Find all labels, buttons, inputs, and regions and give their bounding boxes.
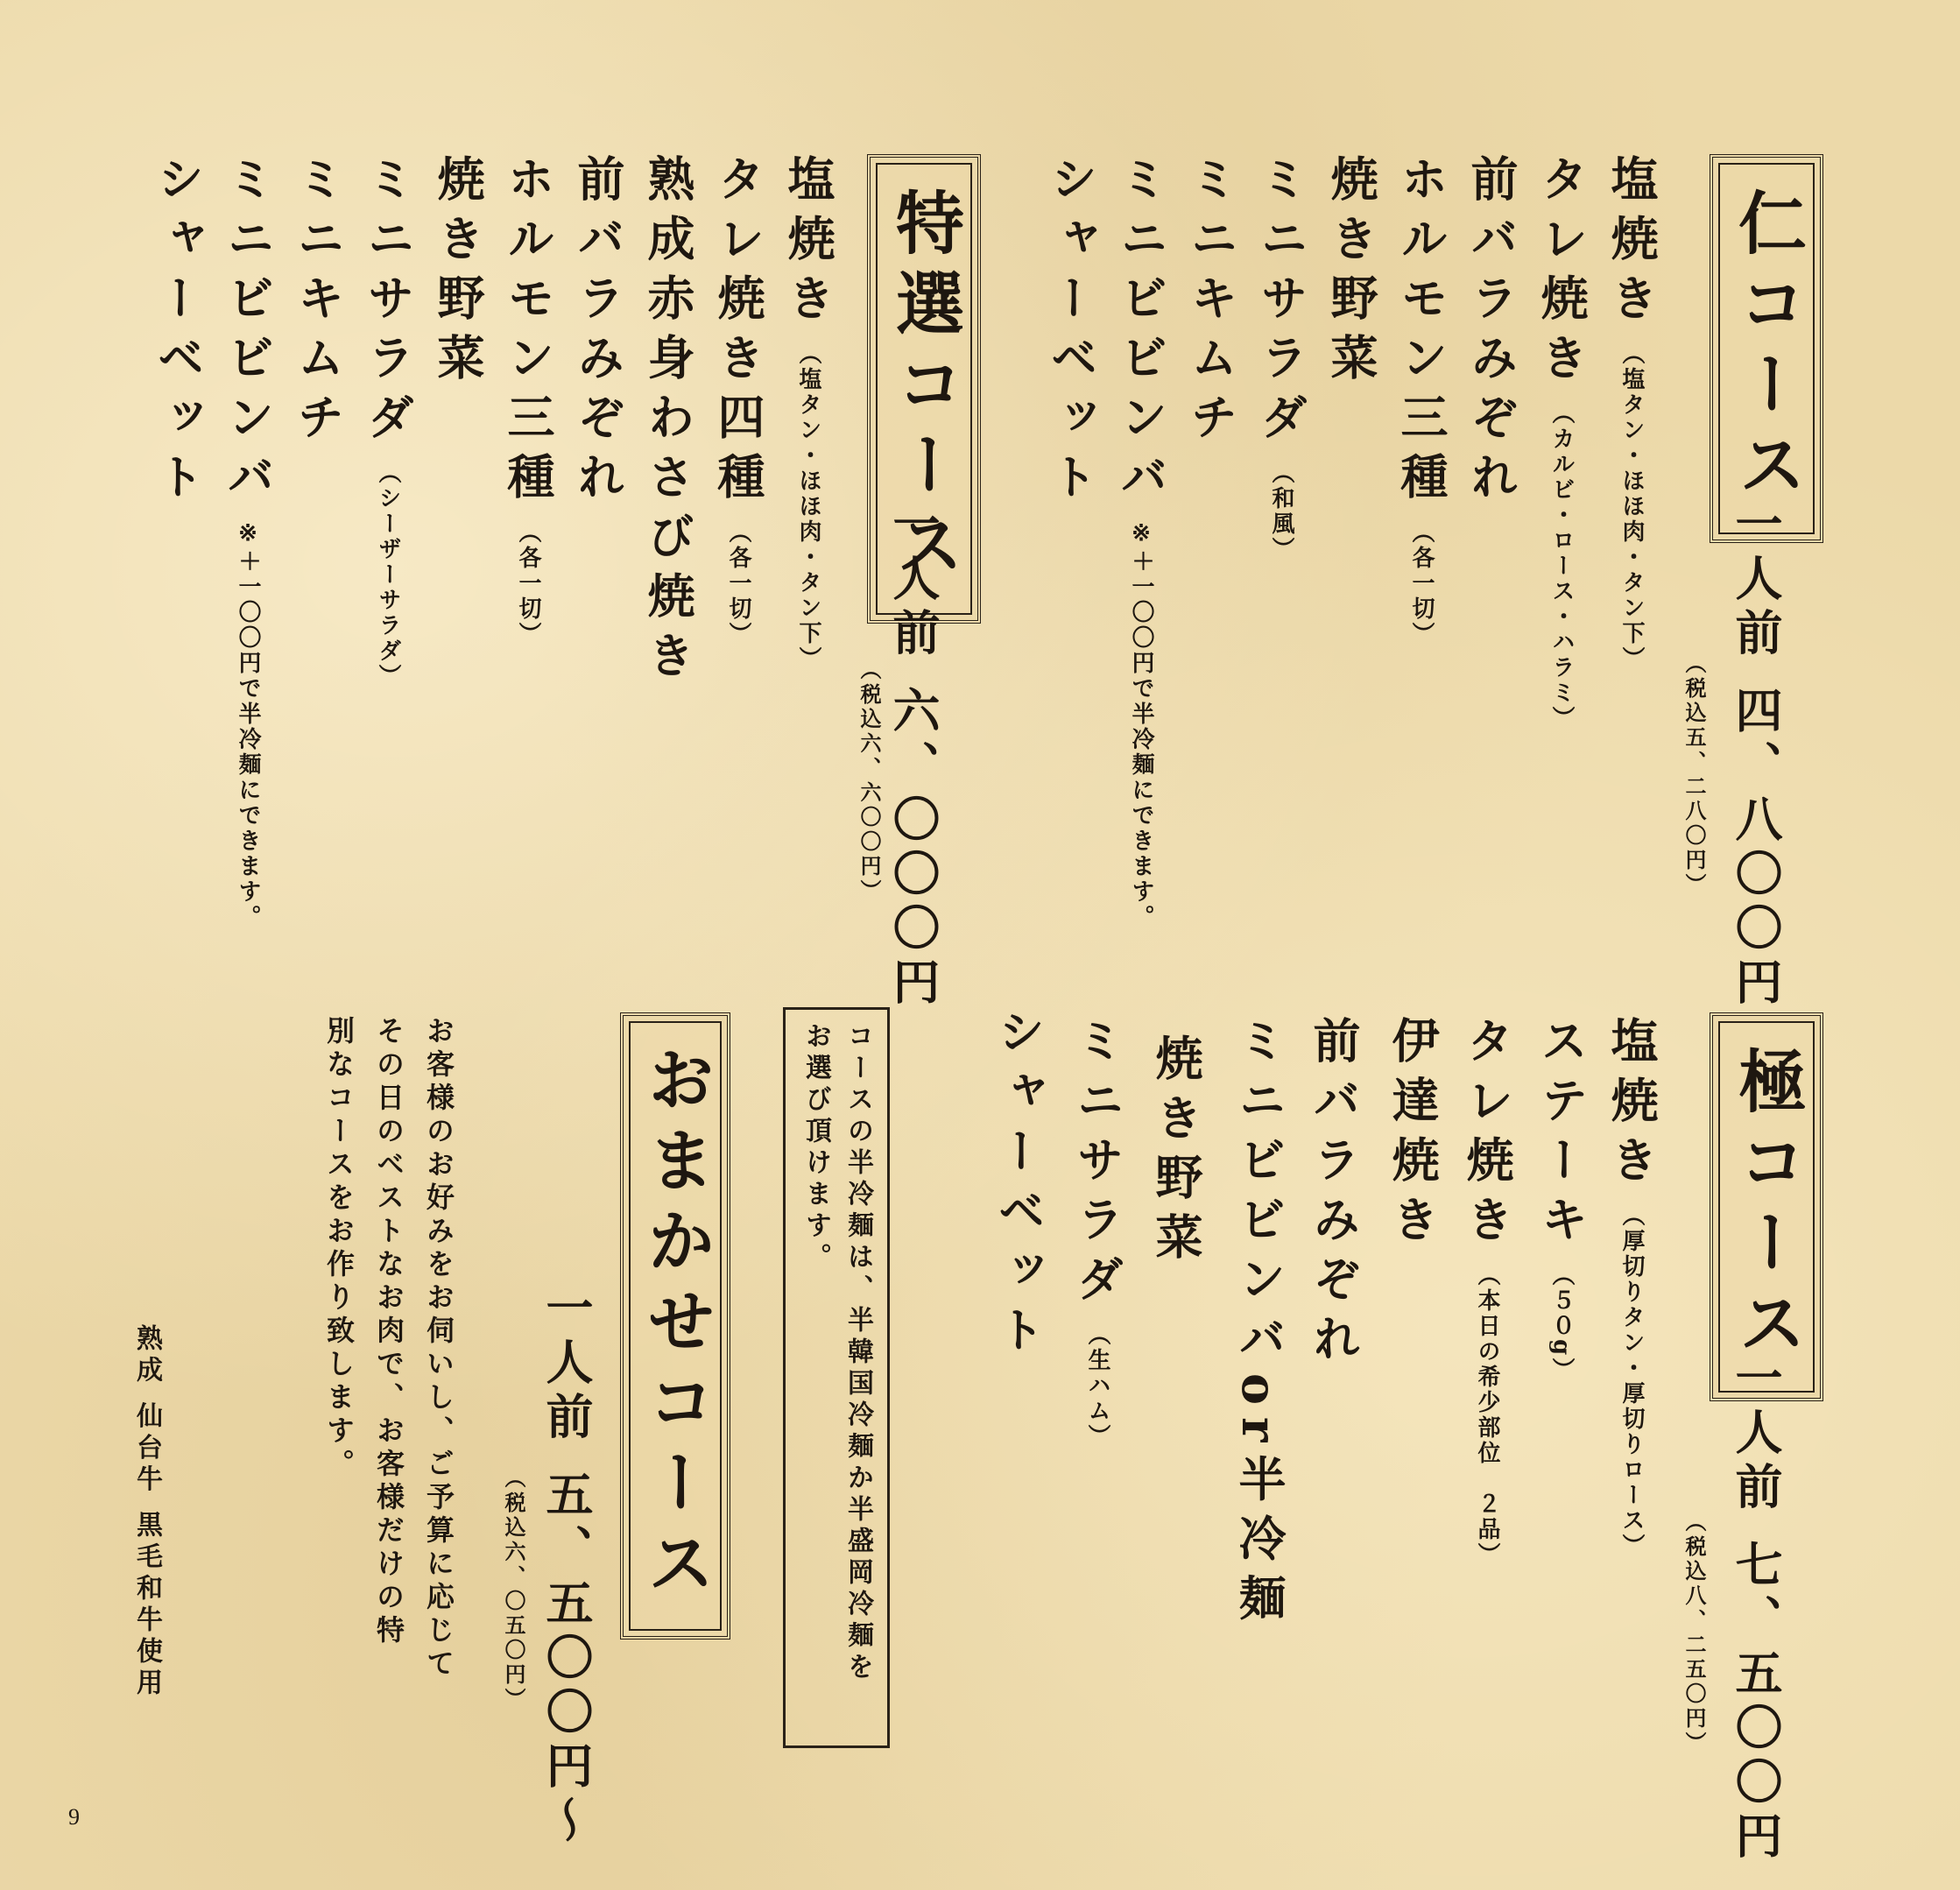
menu-item: 塩焼き（塩タン・ほほ肉・タン下） <box>1604 154 1660 672</box>
menu-item: タレ焼き（カルビ・ロース・ハラミ） <box>1533 154 1590 731</box>
omakase-course-title: おまかせコース <box>620 1012 730 1640</box>
menu-item: タレ焼き四種（各一切） <box>710 154 766 647</box>
menu-item: ミニサラダ（和風） <box>1253 154 1309 562</box>
menu-item: 塩焼き（塩タン・ほほ肉・タン下） <box>780 154 836 672</box>
description-line: お客様のお好みをお伺いし、ご予算に応じて <box>422 1016 455 1682</box>
page-number: 9 <box>68 1804 80 1830</box>
menu-item: ホルモン三種（各一切） <box>500 154 556 647</box>
noodle-notice <box>783 1007 890 1748</box>
description-line: 別なコースをお作り致します。 <box>322 1016 356 1482</box>
menu-item: 焼き野菜 <box>1323 154 1379 392</box>
omakase-course-price: 一人前 五、五〇〇円〜 <box>539 1283 595 1850</box>
menu-item: 焼き野菜 <box>430 154 486 392</box>
jin-course-tax: （税込五、二八〇円） <box>1682 652 1707 898</box>
wagyu-footer: 熟成 仙台牛 黒毛和牛使用 <box>131 1324 162 1700</box>
kiwami-course-price: 一人前 七、五〇〇円 <box>1728 1353 1784 1865</box>
menu-item: ホルモン三種（各一切） <box>1393 154 1449 647</box>
kiwami-course-title: 極コース <box>1710 1012 1823 1401</box>
omakase-description <box>314 1016 463 1682</box>
notice-line: お選び頂けます。 <box>800 1022 831 1274</box>
menu-item: シャーベット <box>150 154 206 511</box>
menu-item: ステーキ（５０g） <box>1533 1016 1590 1384</box>
jin-course-price: 一人前 四、八〇〇円 <box>1728 499 1784 1012</box>
menu-item: 熟成赤身わさび焼き <box>640 154 696 690</box>
menu-item: 前バラみぞれ <box>570 154 626 511</box>
tokusen-course-title: 特選コース <box>867 154 981 624</box>
menu-item: ミニビビンバor半冷麺 <box>1231 1016 1287 1633</box>
menu-item: ミニビビンバ※＋一〇〇円で半冷麺にできます。 <box>220 154 276 930</box>
menu-item: 塩焼き（厚切りタン・厚切りロース） <box>1604 1016 1660 1559</box>
menu-item: シャーベット <box>991 1007 1047 1365</box>
menu-item: 前バラみぞれ <box>1306 1016 1362 1373</box>
notice-line: コースの半冷麺は、半韓国冷麺か半盛岡冷麺を <box>843 1022 873 1684</box>
menu-item: ミニビビンバ※＋一〇〇円で半冷麺にできます。 <box>1113 154 1169 930</box>
menu-item: ミニキムチ <box>290 154 346 452</box>
menu-item: シャーベット <box>1043 154 1099 511</box>
menu-item: ミニサラダ（生ハム） <box>1069 1016 1125 1449</box>
menu-item: ミニキムチ <box>1183 154 1239 452</box>
kiwami-course-tax: （税込八、二五〇円） <box>1682 1511 1707 1756</box>
menu-item: 焼き野菜 <box>1148 1033 1204 1272</box>
description-line: その日のベストなお肉で、お客様だけの特 <box>372 1016 405 1648</box>
menu-item: 伊達焼き <box>1385 1016 1441 1254</box>
menu-item: ミニサラダ（シーザーサラダ） <box>360 154 416 689</box>
omakase-course-tax: （税込六、〇五〇円） <box>501 1467 526 1712</box>
tokusen-course-price: 一人前 六、〇〇〇円 <box>885 499 941 1012</box>
menu-item: タレ焼き（本日の希少部位 ２品） <box>1459 1016 1515 1568</box>
jin-course-title: 仁コース <box>1710 154 1823 543</box>
menu-item: 前バラみぞれ <box>1463 154 1519 511</box>
tokusen-course-tax: （税込六、六〇〇円） <box>857 659 882 904</box>
